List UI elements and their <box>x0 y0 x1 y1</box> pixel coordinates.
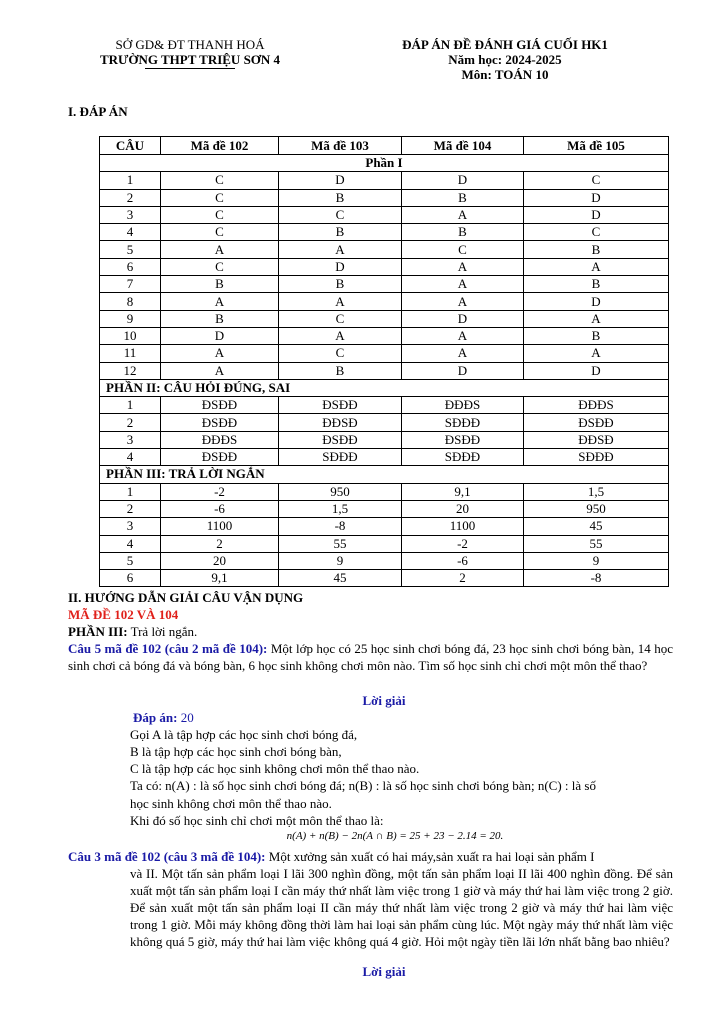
answer-cell: D <box>524 362 669 379</box>
answer-cell: -8 <box>524 570 669 587</box>
part2-title: PHẦN II: CÂU HỎI ĐÚNG, SAI <box>100 379 669 396</box>
answer-cell: ĐSĐĐ <box>279 431 402 448</box>
q5-line6: Khi đó số học sinh chỉ chơi một môn thể thao là: <box>130 813 384 828</box>
answer-cell: B <box>161 276 279 293</box>
part2-title-row <box>100 379 669 396</box>
q5-answer-value: 20 <box>177 710 194 725</box>
q5-line5: học sinh không chơi môn thể thao nào. <box>130 796 332 811</box>
answer-cell: A <box>402 276 524 293</box>
subject: Môn: TOÁN 10 <box>461 67 549 82</box>
answer-cell: D <box>524 293 669 310</box>
header-left <box>60 37 320 69</box>
table-row <box>100 449 669 466</box>
table-row <box>100 431 669 448</box>
answer-cell: A <box>279 327 402 344</box>
q5-answer-label: Đáp án: <box>133 710 178 725</box>
answer-cell: 950 <box>524 500 669 517</box>
answer-cell: A <box>161 293 279 310</box>
doc-title: ĐÁP ÁN ĐỀ ĐÁNH GIÁ CUỐI HK1 <box>402 37 608 52</box>
q3-solution-heading: Lời giải <box>362 964 406 979</box>
answer-cell: C <box>279 206 402 223</box>
answer-cell: 9,1 <box>402 483 524 500</box>
answer-cell: D <box>524 189 669 206</box>
answer-cell: B <box>402 224 524 241</box>
question-number-cell: 12 <box>100 362 161 379</box>
table-row <box>100 414 669 431</box>
question-number-cell: 1 <box>100 483 161 500</box>
answer-cell: A <box>524 258 669 275</box>
question-number-cell: 3 <box>100 431 161 448</box>
part3-title-row <box>100 466 669 483</box>
answer-cell: ĐĐSĐ <box>524 431 669 448</box>
answer-cell: 20 <box>402 500 524 517</box>
answer-cell: 1,5 <box>279 500 402 517</box>
table-row <box>100 241 669 258</box>
answer-cell: ĐSĐĐ <box>279 397 402 414</box>
part3-title: PHẦN III: TRẢ LỜI NGẮN <box>100 466 669 483</box>
part3-body <box>100 483 669 587</box>
question-number-cell: 6 <box>100 258 161 275</box>
header-cell: Mã đề 102 <box>161 137 279 155</box>
part1-body <box>100 172 669 380</box>
question-number-cell: 2 <box>100 189 161 206</box>
answer-cell: 9,1 <box>161 570 279 587</box>
answer-cell: C <box>161 172 279 189</box>
answer-cell: 2 <box>402 570 524 587</box>
part3-label-rest: Trả lời ngắn. <box>127 624 198 639</box>
part2-body <box>100 397 669 466</box>
q5-text: Một lớp học có 25 học sinh chơi bóng đá, 23 học sinh chơi bóng bàn, 14 học sinh chơi cả bóng đá và bóng bàn, 6 học sinh không chơi môn nào. Tìm số học sinh chỉ chơi một môn thể thao? <box>68 641 673 673</box>
table-row <box>100 570 669 587</box>
answer-cell: D <box>279 172 402 189</box>
answer-cell: ĐĐSĐ <box>279 414 402 431</box>
answer-cell: SĐĐĐ <box>402 449 524 466</box>
part1-title: Phần I <box>100 155 669 172</box>
part1-title-row <box>100 155 669 172</box>
answer-cell: 45 <box>524 518 669 535</box>
table-header-row <box>100 137 669 155</box>
q5-line1: Gọi A là tập hợp các học sinh chơi bóng đá, <box>130 727 358 742</box>
code-title: MÃ ĐỀ 102 VÀ 104 <box>68 607 179 622</box>
question-number-cell: 3 <box>100 518 161 535</box>
question-number-cell: 8 <box>100 293 161 310</box>
question-number-cell: 9 <box>100 310 161 327</box>
answer-cell: 55 <box>279 535 402 552</box>
table-row <box>100 293 669 310</box>
section2-title: II. HƯỚNG DẪN GIẢI CÂU VẬN DỤNG <box>68 590 304 605</box>
q5-line4: Ta có: n(A) : là số học sinh chơi bóng đá; n(B) : là số học sinh chơi bóng bàn; n(C) : là số <box>130 778 596 793</box>
answer-cell: D <box>402 362 524 379</box>
header-cell: CÂU <box>100 137 161 155</box>
answer-cell: B <box>279 362 402 379</box>
answer-cell: -6 <box>161 500 279 517</box>
answer-cell: C <box>161 224 279 241</box>
header-cell: Mã đề 103 <box>279 137 402 155</box>
part3-label: PHẦN III: <box>68 624 128 639</box>
department-name: SỞ GD& ĐT THANH HOÁ <box>115 37 265 52</box>
answer-cell: C <box>279 310 402 327</box>
q5-line3: C là tập hợp các học sinh không chơi môn thể thao nào. <box>130 761 420 776</box>
answer-cell: B <box>524 276 669 293</box>
answer-cell: ĐĐĐS <box>524 397 669 414</box>
answer-cell: 1100 <box>402 518 524 535</box>
header-cell: Mã đề 104 <box>402 137 524 155</box>
answer-cell: B <box>524 327 669 344</box>
answer-cell: ĐSĐĐ <box>524 414 669 431</box>
answer-cell: A <box>161 345 279 362</box>
q3-text: và II. Một tấn sản phẩm loại I lãi 300 nghìn đồng, một tấn sản phẩm loại II lãi 400 nghìn đồng. Để sản xuất một tấn sản phẩm loại I cần máy thứ nhất làm việc trong 1 giờ và máy thứ hai làm việc trong 2 giờ. Để sản xuất một tấn sản phẩm loại II cần máy thứ nhất làm việc trong 2 giờ và máy thứ hai làm việc trong 1 giờ. Mỗi máy không đồng thời làm hai loại sản phẩm cùng lúc. Một ngày máy thứ nhất làm việc không quá 5 giờ, máy thứ hai làm việc không quá 4 giờ. Hỏi một ngày tiền lãi lớn nhất bằng bao nhiêu? <box>130 866 673 949</box>
table-row <box>100 310 669 327</box>
q5-line2: B là tập hợp các học sinh chơi bóng bàn, <box>130 744 342 759</box>
answer-cell: A <box>402 345 524 362</box>
answer-cell: 2 <box>161 535 279 552</box>
q3-heading <box>68 848 594 865</box>
answer-cell: B <box>279 276 402 293</box>
answer-cell: 45 <box>279 570 402 587</box>
table-row <box>100 276 669 293</box>
table-row <box>100 500 669 517</box>
school-underline <box>145 68 235 69</box>
answer-cell: C <box>279 345 402 362</box>
question-number-cell: 4 <box>100 449 161 466</box>
q5-formula: n(A) + n(B) − 2n(A ∩ B) = 25 + 23 − 2.14 = 20. <box>286 830 504 842</box>
question-number-cell: 7 <box>100 276 161 293</box>
answer-cell: A <box>524 310 669 327</box>
q3-label: Câu 3 mã đề 102 (câu 3 mã đề 104): <box>68 849 266 864</box>
answer-cell: A <box>161 241 279 258</box>
answer-cell: 20 <box>161 552 279 569</box>
q5-solution-heading: Lời giải <box>362 693 406 708</box>
answer-cell: C <box>402 241 524 258</box>
answer-cell: -8 <box>279 518 402 535</box>
answer-cell: D <box>402 310 524 327</box>
answer-cell: C <box>524 172 669 189</box>
answer-cell: 9 <box>279 552 402 569</box>
question-number-cell: 3 <box>100 206 161 223</box>
question-number-cell: 6 <box>100 570 161 587</box>
answer-cell: ĐSĐĐ <box>161 449 279 466</box>
part3-instruction <box>68 623 197 640</box>
q5-answer <box>133 709 194 726</box>
answer-cell: C <box>161 189 279 206</box>
answer-cell: SĐĐĐ <box>279 449 402 466</box>
answer-cell: B <box>402 189 524 206</box>
answer-cell: ĐSĐĐ <box>161 397 279 414</box>
table-row <box>100 206 669 223</box>
question-number-cell: 5 <box>100 241 161 258</box>
answer-cell: A <box>402 293 524 310</box>
table-row <box>100 535 669 552</box>
question-number-cell: 2 <box>100 500 161 517</box>
answer-cell: -6 <box>402 552 524 569</box>
table-row <box>100 172 669 189</box>
answer-cell: B <box>279 189 402 206</box>
table-row <box>100 345 669 362</box>
answer-cell: -2 <box>402 535 524 552</box>
answer-cell: A <box>279 241 402 258</box>
answer-cell: -2 <box>161 483 279 500</box>
answer-cell: D <box>402 172 524 189</box>
question-number-cell: 2 <box>100 414 161 431</box>
header-cell: Mã đề 105 <box>524 137 669 155</box>
table-row <box>100 483 669 500</box>
question-5 <box>68 640 673 674</box>
answer-cell: ĐSĐĐ <box>402 431 524 448</box>
answer-cell: B <box>524 241 669 258</box>
answer-cell: D <box>524 206 669 223</box>
question-number-cell: 1 <box>100 397 161 414</box>
q3-line1: Một xưởng sản xuất có hai máy,sản xuất ra hai loại sản phẩm I <box>265 849 595 864</box>
table-row <box>100 224 669 241</box>
answer-cell: C <box>161 258 279 275</box>
answer-cell: A <box>402 258 524 275</box>
answer-cell: 950 <box>279 483 402 500</box>
answer-cell: 9 <box>524 552 669 569</box>
answer-cell: D <box>161 327 279 344</box>
question-number-cell: 4 <box>100 535 161 552</box>
table-row <box>100 397 669 414</box>
answer-cell: A <box>402 327 524 344</box>
answer-cell: B <box>161 310 279 327</box>
answer-cell: 1100 <box>161 518 279 535</box>
answer-table <box>99 136 669 587</box>
question-number-cell: 11 <box>100 345 161 362</box>
answer-cell: A <box>161 362 279 379</box>
answer-cell: A <box>279 293 402 310</box>
table-row <box>100 189 669 206</box>
school-name: TRƯỜNG THPT TRIỆU SƠN 4 <box>99 52 281 67</box>
question-number-cell: 1 <box>100 172 161 189</box>
answer-cell: 1,5 <box>524 483 669 500</box>
school-year: Năm học: 2024-2025 <box>448 52 562 67</box>
answer-cell: C <box>161 206 279 223</box>
section1-title: I. ĐÁP ÁN <box>68 104 128 119</box>
answer-cell: A <box>524 345 669 362</box>
answer-cell: ĐĐĐS <box>161 431 279 448</box>
table-row <box>100 518 669 535</box>
question-number-cell: 5 <box>100 552 161 569</box>
q5-label: Câu 5 mã đề 102 (câu 2 mã đề 104): <box>68 641 268 656</box>
answer-cell: C <box>524 224 669 241</box>
answer-cell: SĐĐĐ <box>524 449 669 466</box>
answer-cell: 55 <box>524 535 669 552</box>
table-row <box>100 362 669 379</box>
answer-cell: D <box>279 258 402 275</box>
answer-cell: ĐĐĐS <box>402 397 524 414</box>
question-number-cell: 4 <box>100 224 161 241</box>
header-right <box>355 37 655 82</box>
table-row <box>100 327 669 344</box>
answer-cell: A <box>402 206 524 223</box>
answer-cell: ĐSĐĐ <box>161 414 279 431</box>
answer-cell: SĐĐĐ <box>402 414 524 431</box>
question-number-cell: 10 <box>100 327 161 344</box>
answer-cell: B <box>279 224 402 241</box>
table-row <box>100 258 669 275</box>
table-row <box>100 552 669 569</box>
